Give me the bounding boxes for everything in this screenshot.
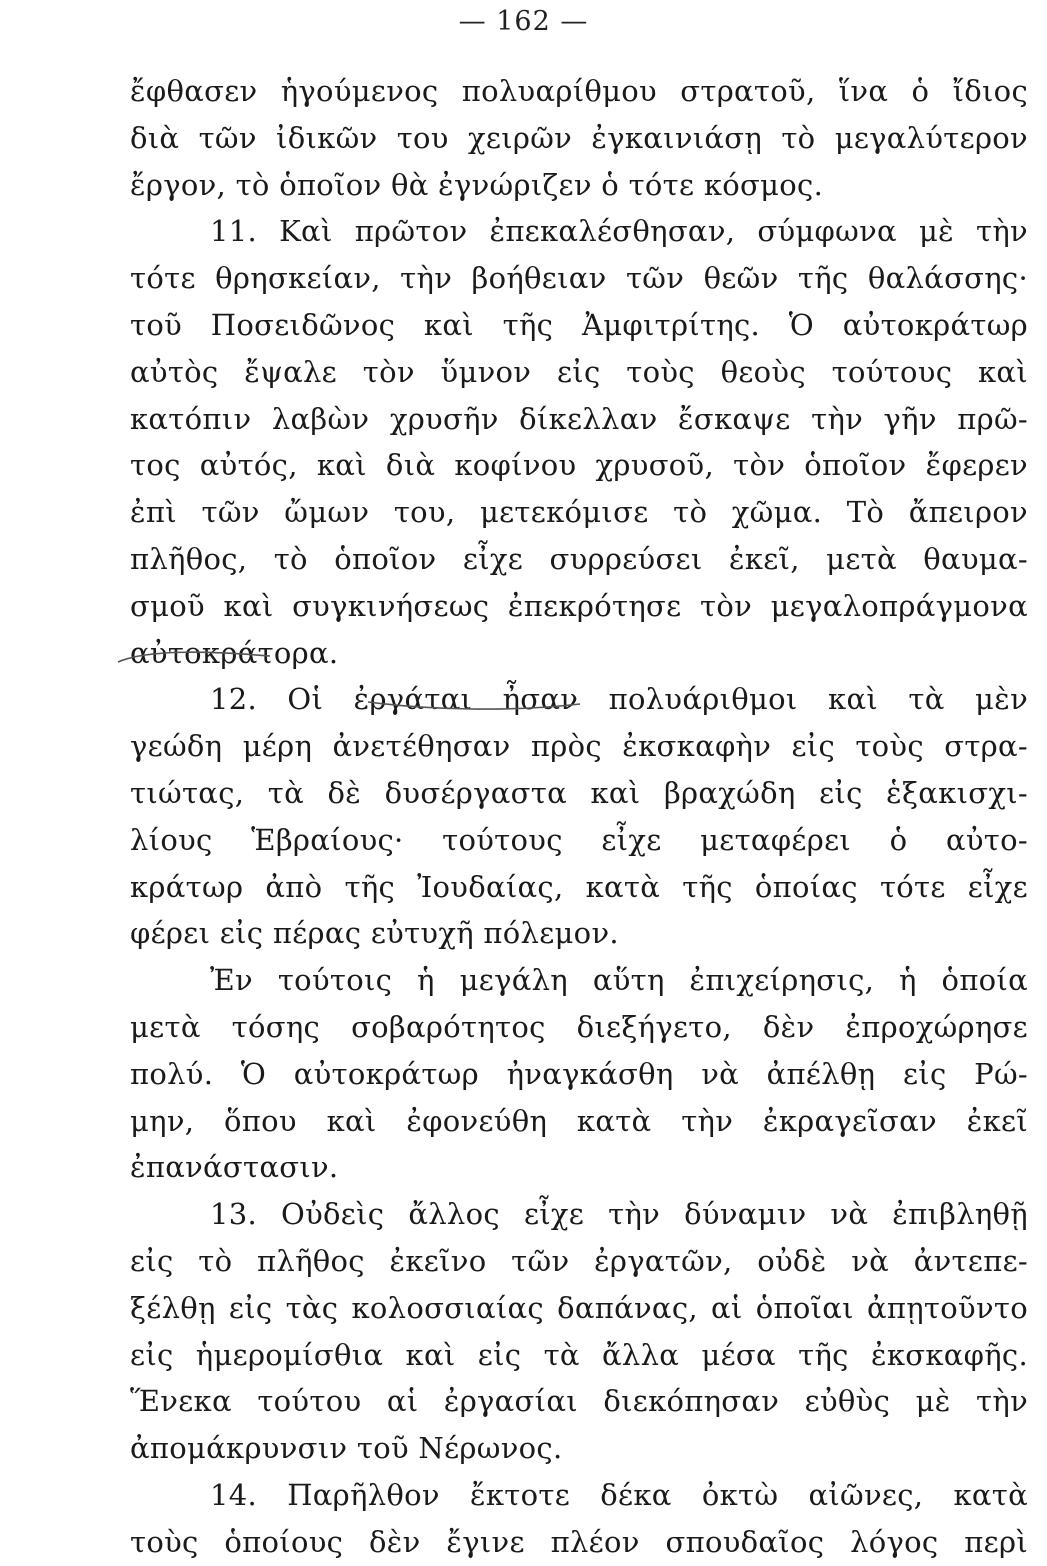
text-line: 13. Οὐδεὶς ἄλλος εἶχε τὴν δύναμιν νὰ ἐπιβληθῇ (210, 1197, 1028, 1232)
text-line: μην, ὅπου καὶ ἐφονεύθη κατὰ τὴν ἐκραγεῖσαν ἐκεῖ (130, 1103, 1028, 1138)
text-line: 11. Καὶ πρῶτον ἐπεκαλέσθησαν, σύμφωνα μὲ τὴν (210, 214, 1028, 249)
text-line: τότε θρησκείαν, τὴν βοήθειαν τῶν θεῶν τῆς θαλάσσης· (130, 261, 1028, 296)
text-line: ἐπανάστασιν. (130, 1150, 339, 1185)
text-line: ξέλθῃ εἰς τὰς κολοσσιαίας δαπάνας, αἱ ὁποῖαι ἀπῃτοῦντο (130, 1290, 1028, 1325)
text-line: τιώτας, τὰ δὲ δυσέργαστα καὶ βραχώδη εἰς ἑξακισχι- (130, 775, 1028, 810)
text-line: ἐπὶ τῶν ὤμων του, μετεκόμισε τὸ χῶμα. Τὸ ἄπειρον (130, 495, 1028, 530)
text-line: τοῦ Ποσειδῶνος καὶ τῆς Ἀμφιτρίτης. Ὁ αὐτοκράτωρ (130, 307, 1028, 342)
text-line: ἔργον, τὸ ὁποῖον θὰ ἐγνώριζεν ὁ τότε κόσμος. (130, 167, 824, 202)
text-line: τος αὐτός, καὶ διὰ κοφίνου χρυσοῦ, τὸν ὁποῖον ἔφερεν (130, 448, 1028, 483)
text-line: σμοῦ καὶ συγκινήσεως ἐπεκρότησε τὸν μεγαλοπράγμονα (130, 588, 1028, 623)
text-line: πολύ. Ὁ αὐτοκράτωρ ἠναγκάσθη νὰ ἀπέλθῃ εἰς Ρώ- (130, 1056, 1028, 1091)
text-line: αὐτοκράτορα. (130, 635, 339, 670)
text-line: Ἕνεκα τούτου αἱ ἐργασίαι διεκόπησαν εὐθὺς μὲ τὴν (130, 1384, 1028, 1419)
text-line: κατόπιν λαβὼν χρυσῆν δίκελλαν ἔσκαψε τὴν γῆν πρῶ- (130, 401, 1028, 436)
text-line: ἀπομάκρυνσιν τοῦ Νέρωνος. (130, 1431, 563, 1466)
text-line: μετὰ τόσης σοβαρότητος διεξήγετο, δὲν ἐπροχώρησε (130, 1009, 1028, 1044)
text-line: εἰς τὸ πλῆθος ἐκεῖνο τῶν ἐργατῶν, οὐδὲ νὰ ἀντεπε- (130, 1243, 1028, 1278)
text-line: γεώδη μέρη ἀνετέθησαν πρὸς ἐκσκαφὴν εἰς τοὺς στρα- (130, 729, 1028, 764)
text-line: εἰς ἡμερομίσθια καὶ εἰς τὰ ἄλλα μέσα τῆς ἐκσκαφῆς. (130, 1337, 1028, 1372)
text-line: Ἐν τούτοις ἡ μεγάλη αὕτη ἐπιχείρησις, ἡ ὁποία (210, 963, 1028, 998)
text-line: 14. Παρῆλθον ἔκτοτε δέκα ὀκτὼ αἰῶνες, κατὰ (210, 1477, 1028, 1512)
text-line: αὐτὸς ἔψαλε τὸν ὕμνον εἰς τοὺς θεοὺς τούτους καὶ (130, 354, 1028, 389)
text-line: φέρει εἰς πέρας εὐτυχῆ πόλεμον. (130, 916, 619, 951)
text-line: πλῆθος, τὸ ὁποῖον εἶχε συρρεύσει ἐκεῖ, μετὰ θαυμα- (130, 541, 1028, 576)
text-body (130, 68, 1028, 1566)
text-line: λίους Ἑβραίους· τούτους εἶχε μεταφέρει ὁ αὐτο- (130, 822, 1028, 857)
text-line: τοὺς ὁποίους δὲν ἔγινε πλέον σπουδαῖος λόγος περὶ (130, 1524, 1028, 1559)
text-line: διὰ τῶν ἰδικῶν του χειρῶν ἐγκαινιάσῃ τὸ μεγαλύτερον (130, 120, 1028, 155)
text-line: κράτωρ ἀπὸ τῆς Ἰουδαίας, κατὰ τῆς ὁποίας τότε εἶχε (130, 869, 1028, 904)
page-number: — 162 — (458, 6, 589, 37)
text-line: ἔφθασεν ἡγούμενος πολυαρίθμου στρατοῦ, ἵνα ὁ ἴδιος (130, 74, 1028, 108)
text-line: 12. Οἱ ἐργάται ἦσαν πολυάριθμοι καὶ τὰ μὲν (210, 682, 1028, 717)
